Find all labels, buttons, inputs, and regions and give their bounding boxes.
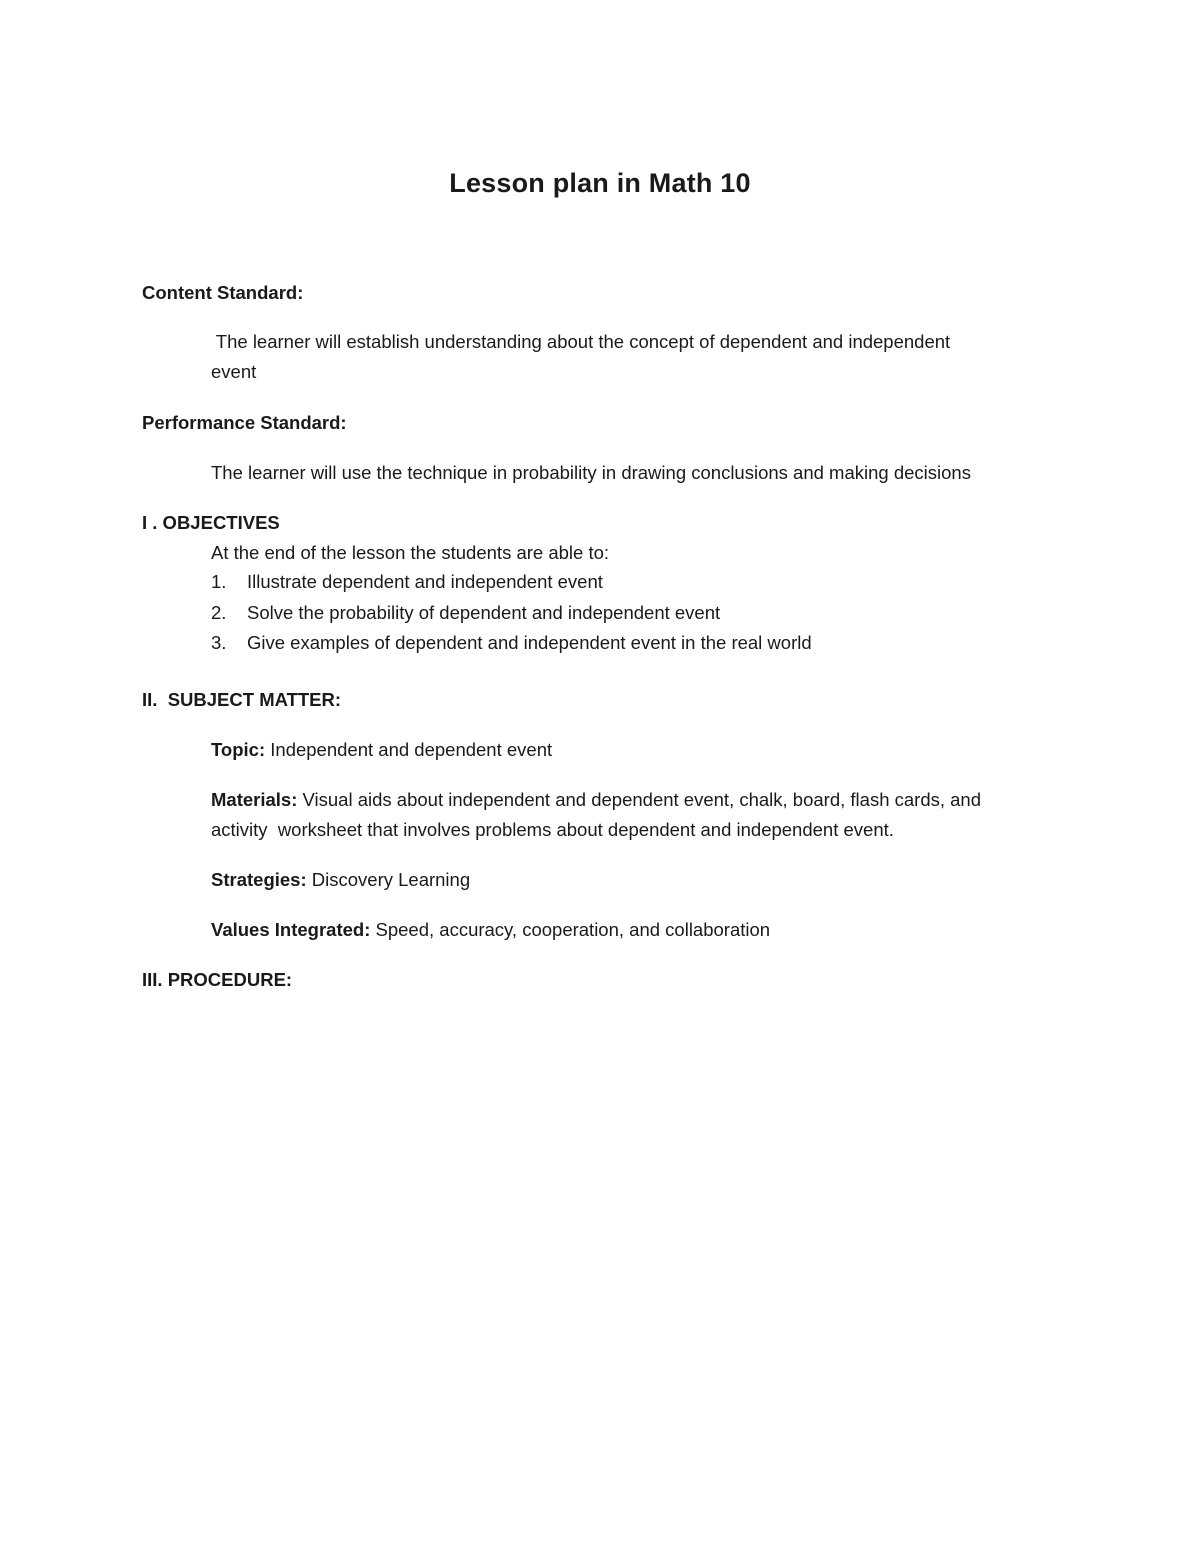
performance-standard-label: Performance Standard: [142, 412, 347, 433]
strategies-value: Discovery Learning [306, 869, 471, 890]
procedure-heading: III. PROCEDURE: [142, 969, 293, 990]
objective-number: 2. [211, 602, 227, 623]
objective-text: Illustrate dependent and independent event [247, 571, 603, 592]
content-standard-text-line2: event [211, 361, 257, 382]
topic-line [211, 735, 552, 765]
objectives-heading: I . OBJECTIVES [142, 512, 280, 533]
values-integrated-label: Values Integrated: [211, 919, 371, 940]
performance-standard-text: The learner will use the technique in probability in drawing conclusions and making decisions [211, 462, 971, 483]
subject-matter-heading: II. SUBJECT MATTER: [142, 689, 342, 710]
objective-text: Solve the probability of dependent and independent event [247, 602, 721, 623]
content-standard-text-line1: The learner will establish understanding about the concept of dependent and independent [211, 331, 951, 352]
materials-line2: activity worksheet that involves problems about dependent and independent event. [211, 819, 894, 840]
content-standard-label: Content Standard: [142, 282, 304, 303]
objectives-intro: At the end of the lesson the students are able to: [211, 542, 610, 563]
topic-label: Topic: [211, 739, 266, 760]
values-integrated-line [211, 915, 770, 945]
document-title: Lesson plan in Math 10 [449, 168, 751, 198]
materials-label: Materials: [211, 789, 298, 810]
materials-value: Visual aids about independent and dependent event, chalk, board, flash cards, and [297, 789, 982, 810]
strategies-line [211, 865, 470, 895]
strategies-label: Strategies: [211, 869, 307, 890]
topic-value: Independent and dependent event [265, 739, 553, 760]
materials-line1 [211, 785, 981, 815]
objective-number: 1. [211, 571, 227, 592]
objective-text: Give examples of dependent and independent event in the real world [247, 632, 812, 653]
values-integrated-value: Speed, accuracy, cooperation, and collaboration [370, 919, 771, 940]
objective-number: 3. [211, 632, 227, 653]
